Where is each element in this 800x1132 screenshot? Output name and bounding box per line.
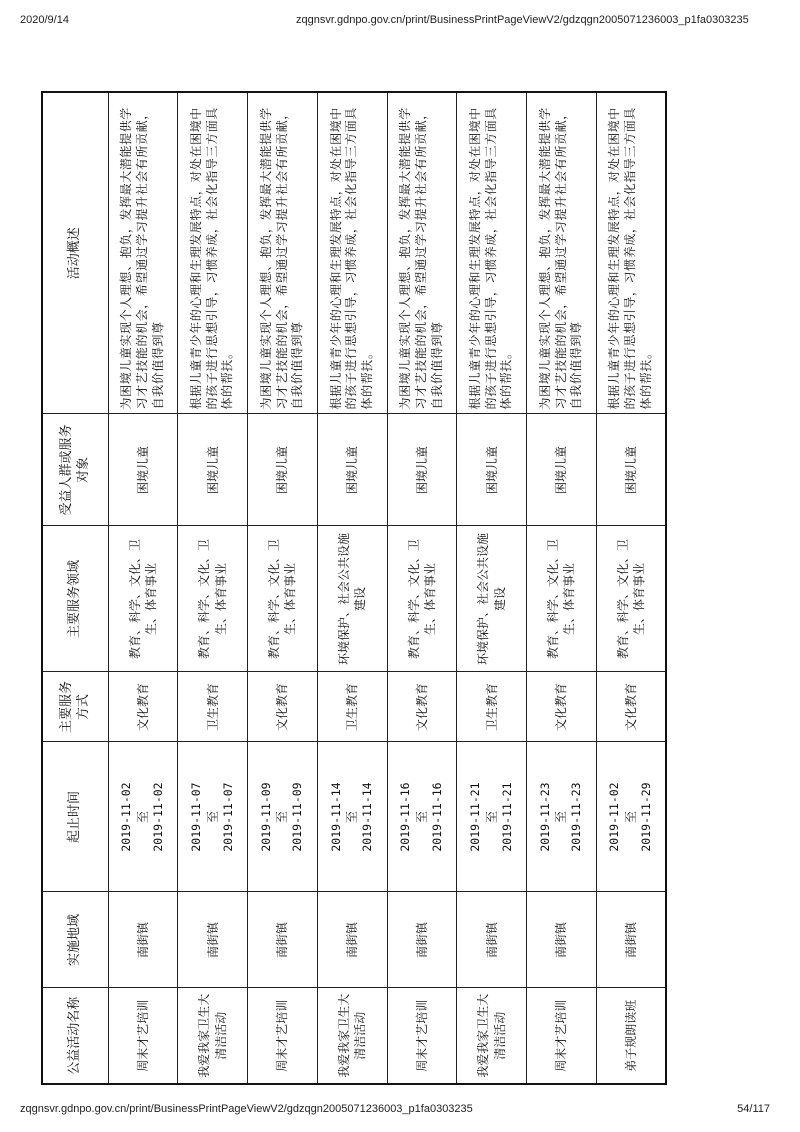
method-cell: 文化教育 [527, 672, 597, 742]
table-row [178, 92, 248, 1084]
time-end: 2019-11-07 [220, 782, 235, 852]
description-cell: 根据儿童青少年的心理和生理发展特点，对处在困境中的孩子进行思想引导，习惯养成，社会化指导三方面具体的帮扶。 [178, 92, 248, 414]
time-start: 2019-11-21 [468, 782, 483, 852]
time-sep: 至 [135, 811, 150, 824]
description-cell: 为困境儿童实现个人理想、抱负，发挥最大潜能提供学习才艺技能的机会，希望通过学习提升社会有所贡献，自我价值得到尊 [387, 92, 457, 414]
table-row [317, 92, 387, 1084]
header-url: zqgnsvr.gdnpo.gov.cn/print/BusinessPrintPageViewV2/gdzqgn2005071236003_p1fa0303235 [296, 14, 749, 26]
time-start: 2019-11-02 [119, 782, 134, 852]
activity-name-cell: 我爱我家卫生大清洁活动 [457, 988, 527, 1084]
area-cell: 南街镇 [108, 892, 178, 988]
activity-name-cell: 我爱我家卫生大清洁活动 [178, 988, 248, 1084]
activity-name-cell: 周末才艺培训 [108, 988, 178, 1084]
time-start: 2019-11-07 [189, 782, 204, 852]
target-cell: 困境儿童 [178, 414, 248, 526]
time-sep: 至 [205, 811, 220, 824]
time-cell [387, 742, 457, 892]
field-cell: 教育、科学、文化、卫生、体育事业 [527, 526, 597, 672]
target-cell: 困境儿童 [457, 414, 527, 526]
table-row [457, 92, 527, 1084]
target-cell: 困境儿童 [317, 414, 387, 526]
field-cell: 教育、科学、文化、卫生、体育事业 [178, 526, 248, 672]
col-header-field: 主要服务领域 [42, 526, 108, 672]
method-cell: 文化教育 [108, 672, 178, 742]
time-sep: 至 [345, 811, 360, 824]
table-row [596, 92, 666, 1084]
time-start: 2019-11-14 [328, 782, 343, 852]
description-cell: 为困境儿童实现个人理想、抱负，发挥最大潜能提供学习才艺技能的机会，希望通过学习提升社会有所贡献，自我价值得到尊 [527, 92, 597, 414]
time-sep: 至 [275, 811, 290, 824]
activity-name-cell: 周末才艺培训 [248, 988, 318, 1084]
time-sep: 至 [554, 811, 569, 824]
activity-name-cell: 周末才艺培训 [387, 988, 457, 1084]
time-end: 2019-11-14 [360, 782, 375, 852]
time-end: 2019-11-29 [638, 782, 653, 852]
field-cell: 教育、科学、文化、卫生、体育事业 [596, 526, 666, 672]
col-header-target: 受益人群或服务对象 [42, 414, 108, 526]
time-cell [596, 742, 666, 892]
method-cell: 卫生教育 [457, 672, 527, 742]
time-cell [317, 742, 387, 892]
rotated-table-container [41, 93, 667, 1085]
description-cell: 为困境儿童实现个人理想、抱负，发挥最大潜能提供学习才艺技能的机会，希望通过学习提升社会有所贡献，自我价值得到尊 [108, 92, 178, 414]
time-sep: 至 [414, 811, 429, 824]
area-cell: 南街镇 [317, 892, 387, 988]
time-end: 2019-11-23 [569, 782, 584, 852]
method-cell: 卫生教育 [178, 672, 248, 742]
method-cell: 文化教育 [387, 672, 457, 742]
area-cell: 南街镇 [457, 892, 527, 988]
col-header-area: 实施地域 [42, 892, 108, 988]
col-header-desc: 活动概述 [42, 92, 108, 414]
target-cell: 困境儿童 [527, 414, 597, 526]
activity-name-cell: 周末才艺培训 [527, 988, 597, 1084]
description-cell: 根据儿童青少年的心理和生理发展特点，对处在困境中的孩子进行思想引导，习惯养成，社会化指导三方面具体的帮扶。 [596, 92, 666, 414]
field-cell: 教育、科学、文化、卫生、体育事业 [248, 526, 318, 672]
target-cell: 困境儿童 [248, 414, 318, 526]
table-row [108, 92, 178, 1084]
description-cell: 为困境儿童实现个人理想、抱负，发挥最大潜能提供学习才艺技能的机会，希望通过学习提升社会有所贡献，自我价值得到尊 [248, 92, 318, 414]
description-cell: 根据儿童青少年的心理和生理发展特点，对处在困境中的孩子进行思想引导，习惯养成，社会化指导三方面具体的帮扶。 [317, 92, 387, 414]
col-header-method: 主要服务方式 [42, 672, 108, 742]
table-row [387, 92, 457, 1084]
time-cell [248, 742, 318, 892]
time-end: 2019-11-09 [290, 782, 305, 852]
time-sep: 至 [623, 811, 638, 824]
activity-name-cell: 弟子规朗读班 [596, 988, 666, 1084]
time-end: 2019-11-02 [150, 782, 165, 852]
description-cell: 根据儿童青少年的心理和生理发展特点，对处在困境中的孩子进行思想引导，习惯养成，社会化指导三方面具体的帮扶。 [457, 92, 527, 414]
time-cell [457, 742, 527, 892]
area-cell: 南街镇 [178, 892, 248, 988]
area-cell: 南街镇 [527, 892, 597, 988]
table-header-row [42, 92, 108, 1084]
method-cell: 卫生教育 [317, 672, 387, 742]
table-row [527, 92, 597, 1084]
area-cell: 南街镇 [248, 892, 318, 988]
field-cell: 环境保护、社会公共设施建设 [317, 526, 387, 672]
time-start: 2019-11-23 [537, 782, 552, 852]
field-cell: 教育、科学、文化、卫生、体育事业 [387, 526, 457, 672]
footer-url: zqgnsvr.gdnpo.gov.cn/print/BusinessPrintPageViewV2/gdzqgn2005071236003_p1fa0303235 [20, 1103, 473, 1115]
area-cell: 南街镇 [596, 892, 666, 988]
col-header-time: 起止时间 [42, 742, 108, 892]
method-cell: 文化教育 [596, 672, 666, 742]
time-cell [178, 742, 248, 892]
target-cell: 困境儿童 [108, 414, 178, 526]
time-start: 2019-11-02 [607, 782, 622, 852]
col-header-name: 公益活动名称 [42, 988, 108, 1084]
print-date: 2020/9/14 [20, 14, 69, 26]
time-sep: 至 [484, 811, 499, 824]
target-cell: 困境儿童 [596, 414, 666, 526]
time-start: 2019-11-16 [398, 782, 413, 852]
activity-table [41, 91, 667, 1085]
time-start: 2019-11-09 [258, 782, 273, 852]
time-cell [108, 742, 178, 892]
method-cell: 文化教育 [248, 672, 318, 742]
table-row [248, 92, 318, 1084]
time-cell [527, 742, 597, 892]
field-cell: 环境保护、社会公共设施建设 [457, 526, 527, 672]
time-end: 2019-11-21 [499, 782, 514, 852]
field-cell: 教育、科学、文化、卫生、体育事业 [108, 526, 178, 672]
activity-name-cell: 我爱我家卫生大清洁活动 [317, 988, 387, 1084]
target-cell: 困境儿童 [387, 414, 457, 526]
time-end: 2019-11-16 [429, 782, 444, 852]
area-cell: 南街镇 [387, 892, 457, 988]
page-number: 54/117 [737, 1103, 770, 1115]
